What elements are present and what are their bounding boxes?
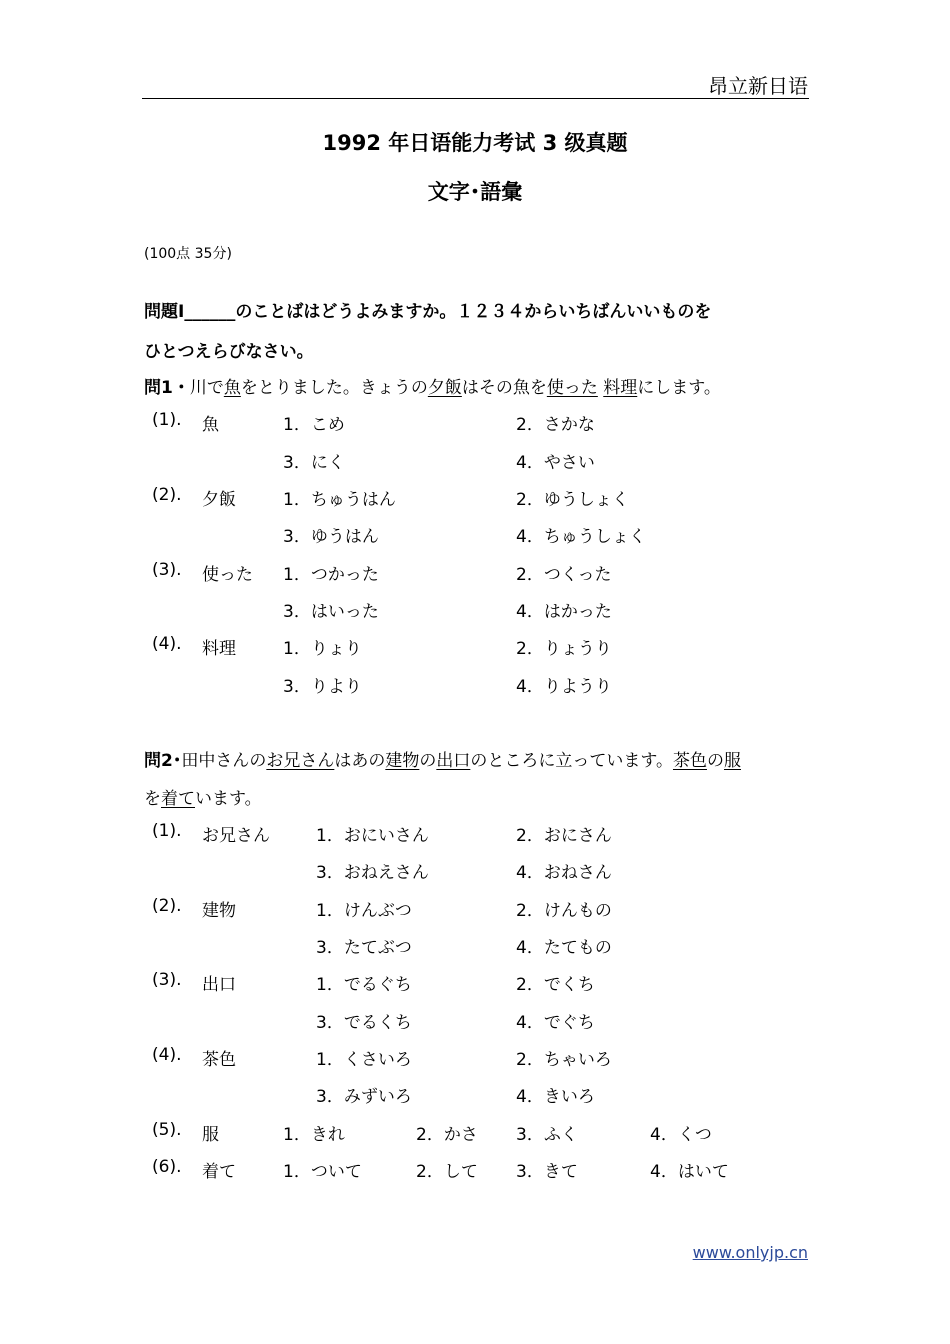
q2-option: 3．みずいろ (316, 1087, 412, 1107)
q2-item-word: 服 (202, 1125, 219, 1145)
q2-item-number: (4). (152, 1045, 182, 1065)
q2-item-number: (3). (152, 970, 182, 990)
q1-item-number: (4). (152, 634, 182, 654)
q1-option: 1．つかった (283, 565, 379, 585)
q2-option: 3．でるくち (316, 1013, 412, 1033)
q2-option: 2．けんもの (516, 901, 612, 921)
q2-text: のところに立っています。 (470, 751, 673, 771)
brand-name: 昂立新日语 (708, 74, 808, 98)
q2-text: の (419, 751, 437, 771)
q1-option: 3．にく (283, 453, 345, 473)
header-rule (142, 98, 809, 99)
q2-option: 3．ふく (516, 1125, 578, 1145)
q1-item-number: (1). (152, 410, 182, 430)
q2-option: 4．はいて (650, 1162, 729, 1182)
q2-option: 4．でぐち (516, 1013, 595, 1033)
footer-link[interactable]: www.onlyjp.cn (692, 1243, 808, 1262)
page-title: 1992 年日语能力考试 3 级真题 (322, 131, 628, 155)
q1-option: 4．りようり (516, 677, 612, 697)
q1-option: 3．りより (283, 677, 362, 697)
q1-option: 2．さかな (516, 415, 595, 435)
q2-option: 1．ついて (283, 1162, 362, 1182)
q2-underlined-word: 建物 (385, 751, 420, 771)
q1-text: にします。 (637, 378, 721, 398)
q2-option: 2．ちゃいろ (516, 1050, 612, 1070)
q1-item-word: 使った (202, 565, 253, 585)
q2-option: 1．きれ (283, 1125, 345, 1145)
q1-option: 2．ゆうしょく (516, 490, 629, 510)
q1-item-number: (3). (152, 560, 182, 580)
q1-option: 2．つくった (516, 565, 612, 585)
q1-option: 1．ちゅうはん (283, 490, 396, 510)
q1-item-number: (2). (152, 485, 182, 505)
q2-item-number: (1). (152, 821, 182, 841)
q2-option: 1．くさいろ (316, 1050, 412, 1070)
q1-item-word: 料理 (202, 639, 236, 659)
q2-sentence-line-2 (144, 784, 262, 809)
q1-option: 2．りょうり (516, 639, 612, 659)
q1-option: 4．はかった (516, 602, 612, 622)
q2-underlined-word: 服 (723, 751, 741, 771)
q2-item-word: 茶色 (202, 1050, 236, 1070)
q1-text: をとりました。きょうの (240, 378, 428, 398)
q1-sentence (144, 373, 721, 398)
q2-text: はあの (334, 751, 386, 771)
q1-text: はその魚を (461, 378, 547, 398)
q2-text: を (144, 789, 161, 809)
q2-option: 2．でくち (516, 975, 595, 995)
q2-option: 2．して (416, 1162, 478, 1182)
q2-item-number: (5). (152, 1120, 182, 1140)
q2-text: います。 (195, 789, 262, 809)
q2-option: 1．でるぐち (316, 975, 412, 995)
q2-text: 田中さんの (181, 751, 267, 771)
q1-underlined-word: 魚 (223, 378, 241, 398)
q2-option: 1．おにいさん (316, 826, 429, 846)
q2-item-word: 出口 (202, 975, 236, 995)
q2-underlined-word: 出口 (436, 751, 471, 771)
q2-item-word: 建物 (202, 901, 236, 921)
q2-sentence-line-1 (144, 746, 741, 771)
q2-label: 問2･ (144, 751, 182, 771)
q1-text: 川で (189, 378, 224, 398)
score-note: (100点 35分) (144, 246, 232, 262)
q2-item-number: (6). (152, 1157, 182, 1177)
q2-option: 2．かさ (416, 1125, 478, 1145)
q1-option: 1．りょり (283, 639, 362, 659)
q1-item-word: 夕飯 (202, 490, 236, 510)
q2-text: の (706, 751, 724, 771)
q1-underlined-word: 料理 (603, 378, 638, 398)
q1-option: 1．こめ (283, 415, 345, 435)
q1-label: 問1・ (144, 378, 190, 398)
q2-item-word: 着て (202, 1162, 236, 1182)
q1-option: 4．やさい (516, 453, 595, 473)
q2-option: 4．くつ (650, 1125, 712, 1145)
q1-option: 3．ゆうはん (283, 527, 379, 547)
q2-option: 4．きいろ (516, 1087, 595, 1107)
section-instruction-line-1: 問題Ⅰ______のことばはどうよみますか。１２３４からいちばんいいものを (144, 302, 712, 322)
q1-option: 3．はいった (283, 602, 379, 622)
page-subtitle: 文字･語彙 (427, 180, 523, 204)
q2-option: 3．おねえさん (316, 863, 429, 883)
q2-underlined-word: お兄さん (266, 751, 335, 771)
q2-option: 4．おねさん (516, 863, 612, 883)
q2-underlined-word: 着て (161, 789, 195, 809)
q1-option: 4．ちゅうしょく (516, 527, 646, 547)
q2-option: 3．たてぶつ (316, 938, 412, 958)
q1-item-word: 魚 (202, 415, 219, 435)
q2-option: 3．きて (516, 1162, 578, 1182)
section-instruction-line-2: ひとつえらびなさい。 (144, 342, 314, 362)
q2-item-number: (2). (152, 896, 182, 916)
q2-option: 4．たてもの (516, 938, 612, 958)
q2-option: 1．けんぶつ (316, 901, 412, 921)
q2-underlined-word: 茶色 (672, 751, 707, 771)
q2-option: 2．おにさん (516, 826, 612, 846)
q2-item-word: お兄さん (202, 826, 270, 846)
q1-underlined-word: 夕飯 (427, 378, 462, 398)
q1-underlined-word: 使った (546, 378, 598, 398)
